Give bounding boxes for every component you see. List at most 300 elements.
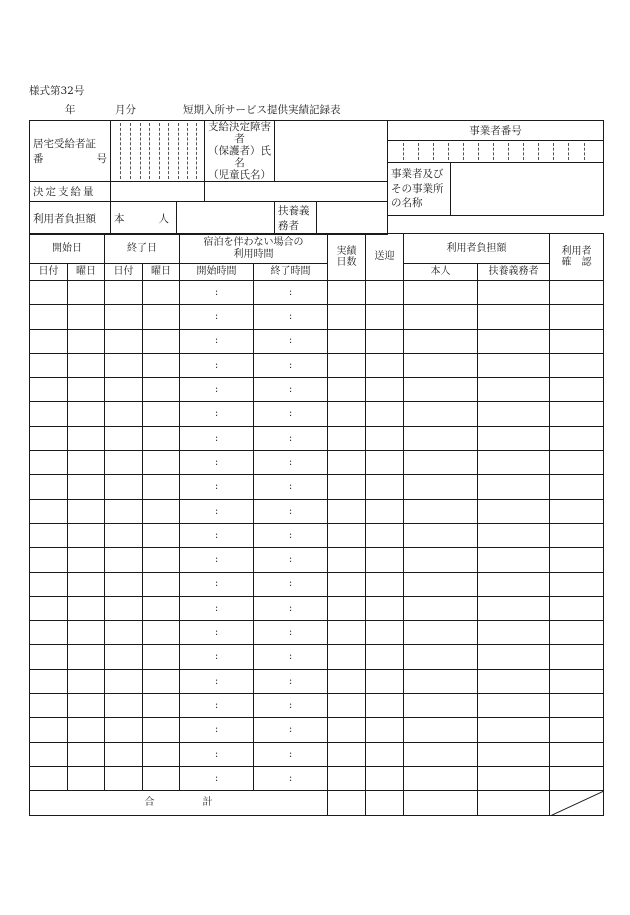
end-weekday-cell[interactable]	[143, 766, 180, 790]
end-date-cell[interactable]	[105, 281, 143, 305]
guardian-burden-cell[interactable]	[478, 669, 550, 693]
header-right-table	[387, 120, 604, 216]
actual-days-cell[interactable]	[328, 718, 366, 742]
end-day-header: 終了日	[105, 234, 180, 264]
user-confirm-cell[interactable]	[550, 402, 604, 426]
end-time-cell[interactable]	[254, 621, 328, 645]
end-weekday-cell[interactable]	[143, 305, 180, 329]
time-separator: :	[288, 359, 293, 371]
start-date-cell[interactable]	[30, 694, 68, 718]
user-confirm-cell[interactable]	[550, 596, 604, 620]
transport-cell[interactable]	[366, 378, 404, 402]
end-time-cell[interactable]	[254, 523, 328, 547]
actual-days-cell[interactable]	[328, 329, 366, 353]
start-weekday-cell[interactable]	[68, 766, 105, 790]
end-time-cell[interactable]	[254, 329, 328, 353]
total-transport[interactable]	[366, 791, 404, 816]
self-burden-cell[interactable]	[404, 718, 478, 742]
start-weekday-cell[interactable]	[68, 572, 105, 596]
transport-cell[interactable]	[366, 621, 404, 645]
actual-days-cell[interactable]	[328, 475, 366, 499]
end-date-cell[interactable]	[105, 621, 143, 645]
actual-days-cell[interactable]	[328, 402, 366, 426]
start-time-cell[interactable]	[180, 523, 254, 547]
table-row	[30, 548, 604, 572]
start-date-cell[interactable]	[30, 523, 68, 547]
transport-cell[interactable]	[366, 572, 404, 596]
month-label: 月分	[115, 104, 136, 116]
end-time-cell[interactable]	[254, 596, 328, 620]
end-weekday-cell[interactable]	[143, 499, 180, 523]
guardian-burden-cell[interactable]	[478, 451, 550, 475]
guardian-burden-cell[interactable]	[478, 621, 550, 645]
end-weekday-cell[interactable]	[143, 596, 180, 620]
end-time-cell[interactable]	[254, 669, 328, 693]
end-date-cell[interactable]	[105, 548, 143, 572]
time-separator: :	[214, 481, 219, 493]
end-weekday-cell[interactable]	[143, 669, 180, 693]
actual-days-cell[interactable]	[328, 645, 366, 669]
end-date-header: 日付	[105, 264, 143, 281]
user-confirm-cell[interactable]	[550, 645, 604, 669]
end-time-cell[interactable]	[254, 378, 328, 402]
start-weekday-cell[interactable]	[68, 548, 105, 572]
guardian-burden-cell[interactable]	[478, 305, 550, 329]
end-date-cell[interactable]	[105, 766, 143, 790]
end-time-cell[interactable]	[254, 402, 328, 426]
end-time-cell[interactable]	[254, 645, 328, 669]
guardian-burden-cell[interactable]	[478, 718, 550, 742]
table-row	[30, 669, 604, 693]
start-weekday-cell[interactable]	[68, 694, 105, 718]
self-burden-cell[interactable]	[404, 281, 478, 305]
time-separator: :	[288, 529, 293, 541]
transport-cell[interactable]	[366, 523, 404, 547]
transport-cell[interactable]	[366, 281, 404, 305]
end-time-cell[interactable]	[254, 281, 328, 305]
user-confirm-cell[interactable]	[550, 621, 604, 645]
start-date-cell[interactable]	[30, 426, 68, 450]
user-confirm-cell[interactable]	[550, 378, 604, 402]
start-date-cell[interactable]	[30, 329, 68, 353]
start-weekday-cell[interactable]	[68, 353, 105, 377]
start-date-cell[interactable]	[30, 451, 68, 475]
start-time-cell[interactable]	[180, 499, 254, 523]
time-separator: :	[214, 311, 219, 323]
decision-amount-field-b[interactable]	[205, 182, 388, 202]
actual-days-cell[interactable]	[328, 305, 366, 329]
time-separator: :	[214, 456, 219, 468]
table-row	[30, 621, 604, 645]
time-separator: :	[214, 675, 219, 687]
self-burden-cell[interactable]	[404, 596, 478, 620]
actual-days-cell[interactable]	[328, 766, 366, 790]
start-time-cell[interactable]	[180, 426, 254, 450]
user-confirm-cell[interactable]	[550, 451, 604, 475]
time-separator: :	[288, 748, 293, 760]
start-time-cell[interactable]	[180, 645, 254, 669]
self-burden-cell[interactable]	[404, 378, 478, 402]
table-row	[30, 499, 604, 523]
self-burden-cell[interactable]	[404, 523, 478, 547]
end-weekday-cell[interactable]	[143, 451, 180, 475]
year-label: 年	[65, 104, 76, 116]
guardian-burden-cell[interactable]	[478, 572, 550, 596]
start-time-cell[interactable]	[180, 548, 254, 572]
self-burden-cell[interactable]	[404, 329, 478, 353]
end-time-cell[interactable]	[254, 499, 328, 523]
actual-days-cell[interactable]	[328, 451, 366, 475]
self-burden-cell[interactable]	[404, 766, 478, 790]
transport-cell[interactable]	[366, 742, 404, 766]
transport-cell[interactable]	[366, 596, 404, 620]
guardian-burden-cell[interactable]	[478, 353, 550, 377]
user-confirm-cell[interactable]	[550, 572, 604, 596]
guardian-burden-cell[interactable]	[478, 475, 550, 499]
end-date-cell[interactable]	[105, 475, 143, 499]
total-self-burden[interactable]	[404, 791, 478, 816]
end-time-cell[interactable]	[254, 742, 328, 766]
start-weekday-cell[interactable]	[68, 451, 105, 475]
self-burden-cell[interactable]	[404, 645, 478, 669]
table-row	[30, 596, 604, 620]
start-time-cell[interactable]	[180, 621, 254, 645]
start-date-cell[interactable]	[30, 669, 68, 693]
start-weekday-cell[interactable]	[68, 329, 105, 353]
user-confirm-cell[interactable]	[550, 281, 604, 305]
end-date-cell[interactable]	[105, 451, 143, 475]
end-weekday-cell[interactable]	[143, 281, 180, 305]
end-date-cell[interactable]	[105, 378, 143, 402]
user-confirm-cell[interactable]	[550, 499, 604, 523]
actual-days-cell[interactable]	[328, 548, 366, 572]
actual-days-cell[interactable]	[328, 353, 366, 377]
end-weekday-header: 曜日	[143, 264, 180, 281]
start-time-cell[interactable]	[180, 694, 254, 718]
end-weekday-cell[interactable]	[143, 475, 180, 499]
end-time-cell[interactable]	[254, 426, 328, 450]
start-weekday-cell[interactable]	[68, 621, 105, 645]
form-number: 様式第32号	[29, 85, 85, 97]
recipient-number-label: 居宅受給者証 番 号	[30, 121, 111, 182]
total-guardian-burden[interactable]	[478, 791, 550, 816]
guardian-burden-cell[interactable]	[478, 499, 550, 523]
transport-cell[interactable]	[366, 694, 404, 718]
start-weekday-cell[interactable]	[68, 402, 105, 426]
self-burden-cell[interactable]	[404, 694, 478, 718]
end-time-cell[interactable]	[254, 718, 328, 742]
self-burden-cell[interactable]	[404, 669, 478, 693]
burden-header: 利用者負担額	[404, 234, 550, 264]
self-burden-header: 本人	[404, 264, 478, 281]
transport-cell[interactable]	[366, 402, 404, 426]
guardian-burden-cell[interactable]	[478, 402, 550, 426]
start-weekday-cell[interactable]	[68, 281, 105, 305]
user-confirm-header: 利用者 確 認	[550, 234, 604, 281]
start-time-cell[interactable]	[180, 596, 254, 620]
diagonal-slash	[550, 791, 604, 816]
table-row	[30, 742, 604, 766]
table-row	[30, 572, 604, 596]
user-confirm-cell[interactable]	[550, 523, 604, 547]
start-weekday-cell[interactable]	[68, 426, 105, 450]
end-weekday-cell[interactable]	[143, 718, 180, 742]
self-burden-cell[interactable]	[404, 742, 478, 766]
record-table	[29, 233, 604, 816]
start-time-header: 開始時間	[180, 264, 254, 281]
guardian-burden-cell[interactable]	[478, 742, 550, 766]
guardian-burden-field[interactable]	[317, 202, 388, 235]
provider-number-field[interactable]	[388, 141, 604, 163]
end-weekday-cell[interactable]	[143, 426, 180, 450]
end-weekday-cell[interactable]	[143, 572, 180, 596]
guardian-burden-cell[interactable]	[478, 426, 550, 450]
decision-amount-label: 決定支給量	[30, 182, 111, 202]
recipient-number-field[interactable]	[111, 121, 205, 182]
start-time-cell[interactable]	[180, 402, 254, 426]
actual-days-cell[interactable]	[328, 572, 366, 596]
time-separator: :	[214, 651, 219, 663]
start-weekday-cell[interactable]	[68, 523, 105, 547]
transport-cell[interactable]	[366, 548, 404, 572]
start-weekday-cell[interactable]	[68, 378, 105, 402]
transport-cell[interactable]	[366, 353, 404, 377]
start-weekday-cell[interactable]	[68, 596, 105, 620]
end-weekday-cell[interactable]	[143, 645, 180, 669]
time-separator: :	[214, 335, 219, 347]
start-weekday-cell[interactable]	[68, 305, 105, 329]
transport-cell[interactable]	[366, 451, 404, 475]
end-date-cell[interactable]	[105, 572, 143, 596]
user-confirm-cell[interactable]	[550, 694, 604, 718]
time-separator: :	[288, 505, 293, 517]
start-date-cell[interactable]	[30, 766, 68, 790]
start-weekday-cell[interactable]	[68, 499, 105, 523]
self-burden-field[interactable]	[177, 202, 275, 235]
end-time-cell[interactable]	[254, 766, 328, 790]
start-date-cell[interactable]	[30, 572, 68, 596]
header-left-table	[29, 120, 388, 235]
time-separator: :	[288, 432, 293, 444]
record-rows	[30, 281, 604, 791]
start-date-cell[interactable]	[30, 645, 68, 669]
start-date-cell[interactable]	[30, 596, 68, 620]
start-date-cell[interactable]	[30, 378, 68, 402]
start-date-cell[interactable]	[30, 742, 68, 766]
start-time-cell[interactable]	[180, 475, 254, 499]
time-separator: :	[288, 384, 293, 396]
end-date-cell[interactable]	[105, 305, 143, 329]
self-burden-cell[interactable]	[404, 353, 478, 377]
self-burden-cell[interactable]	[404, 499, 478, 523]
user-confirm-cell[interactable]	[550, 426, 604, 450]
actual-days-cell[interactable]	[328, 742, 366, 766]
guardian-burden-cell[interactable]	[478, 596, 550, 620]
end-date-cell[interactable]	[105, 645, 143, 669]
end-date-cell[interactable]	[105, 669, 143, 693]
self-burden-cell[interactable]	[404, 572, 478, 596]
actual-days-cell[interactable]	[328, 499, 366, 523]
time-separator: :	[214, 505, 219, 517]
start-weekday-cell[interactable]	[68, 742, 105, 766]
actual-days-cell[interactable]	[328, 523, 366, 547]
actual-days-cell[interactable]	[328, 669, 366, 693]
transport-cell[interactable]	[366, 426, 404, 450]
time-separator: :	[288, 724, 293, 736]
user-confirm-cell[interactable]	[550, 305, 604, 329]
end-date-cell[interactable]	[105, 329, 143, 353]
start-time-cell[interactable]	[180, 718, 254, 742]
user-confirm-cell[interactable]	[550, 353, 604, 377]
table-row	[30, 645, 604, 669]
time-separator: :	[288, 311, 293, 323]
end-date-cell[interactable]	[105, 596, 143, 620]
transport-cell[interactable]	[366, 329, 404, 353]
time-separator: :	[214, 286, 219, 298]
start-date-cell[interactable]	[30, 718, 68, 742]
end-weekday-cell[interactable]	[143, 742, 180, 766]
end-date-cell[interactable]	[105, 499, 143, 523]
self-burden-cell[interactable]	[404, 548, 478, 572]
user-confirm-cell[interactable]	[550, 329, 604, 353]
start-weekday-cell[interactable]	[68, 669, 105, 693]
time-separator: :	[288, 675, 293, 687]
start-time-cell[interactable]	[180, 742, 254, 766]
user-confirm-cell[interactable]	[550, 742, 604, 766]
transport-cell[interactable]	[366, 669, 404, 693]
start-time-cell[interactable]	[180, 353, 254, 377]
time-separator: :	[288, 554, 293, 566]
self-burden-cell[interactable]	[404, 451, 478, 475]
time-separator: :	[214, 554, 219, 566]
guardian-burden-cell[interactable]	[478, 694, 550, 718]
end-weekday-cell[interactable]	[143, 329, 180, 353]
guardian-burden-cell[interactable]	[478, 645, 550, 669]
actual-days-header: 実績 日数	[328, 234, 366, 281]
start-time-cell[interactable]	[180, 329, 254, 353]
end-weekday-cell[interactable]	[143, 402, 180, 426]
self-burden-cell[interactable]	[404, 426, 478, 450]
end-weekday-cell[interactable]	[143, 694, 180, 718]
start-time-cell[interactable]	[180, 572, 254, 596]
guardian-burden-cell[interactable]	[478, 548, 550, 572]
guardian-burden-cell[interactable]	[478, 378, 550, 402]
start-date-cell[interactable]	[30, 621, 68, 645]
transport-cell[interactable]	[366, 766, 404, 790]
user-confirm-cell[interactable]	[550, 669, 604, 693]
guardian-burden-cell[interactable]	[478, 766, 550, 790]
start-time-cell[interactable]	[180, 451, 254, 475]
time-separator: :	[214, 359, 219, 371]
transport-cell[interactable]	[366, 499, 404, 523]
user-confirm-cell[interactable]	[550, 548, 604, 572]
transport-cell[interactable]	[366, 645, 404, 669]
self-burden-cell[interactable]	[404, 305, 478, 329]
start-date-cell[interactable]	[30, 353, 68, 377]
start-weekday-cell[interactable]	[68, 475, 105, 499]
actual-days-cell[interactable]	[328, 378, 366, 402]
start-time-cell[interactable]	[180, 766, 254, 790]
end-weekday-cell[interactable]	[143, 353, 180, 377]
table-row	[30, 353, 604, 377]
recipient-name-field[interactable]	[275, 121, 388, 182]
start-date-cell[interactable]	[30, 499, 68, 523]
start-time-cell[interactable]	[180, 305, 254, 329]
table-row	[30, 402, 604, 426]
end-time-cell[interactable]	[254, 353, 328, 377]
end-date-cell[interactable]	[105, 426, 143, 450]
end-weekday-cell[interactable]	[143, 548, 180, 572]
start-date-cell[interactable]	[30, 402, 68, 426]
time-separator: :	[214, 748, 219, 760]
decision-amount-field-a[interactable]	[111, 182, 205, 202]
end-time-cell[interactable]	[254, 305, 328, 329]
end-date-cell[interactable]	[105, 353, 143, 377]
end-time-cell[interactable]	[254, 475, 328, 499]
time-separator: :	[288, 408, 293, 420]
start-date-cell[interactable]	[30, 305, 68, 329]
recipient-name-label: 支給決定障害者 （保護者）氏名 （児童氏名）	[205, 121, 275, 182]
actual-days-cell[interactable]	[328, 426, 366, 450]
total-label: 合 計	[30, 791, 328, 816]
guardian-burden-cell[interactable]	[478, 281, 550, 305]
start-date-cell[interactable]	[30, 281, 68, 305]
end-date-cell[interactable]	[105, 742, 143, 766]
end-weekday-cell[interactable]	[143, 378, 180, 402]
end-date-cell[interactable]	[105, 402, 143, 426]
end-date-cell[interactable]	[105, 718, 143, 742]
end-date-cell[interactable]	[105, 523, 143, 547]
time-separator: :	[214, 772, 219, 784]
user-confirm-cell[interactable]	[550, 766, 604, 790]
start-time-cell[interactable]	[180, 281, 254, 305]
table-row	[30, 694, 604, 718]
actual-days-cell[interactable]	[328, 281, 366, 305]
end-weekday-cell[interactable]	[143, 523, 180, 547]
guardian-burden-cell[interactable]	[478, 329, 550, 353]
end-time-cell[interactable]	[254, 572, 328, 596]
actual-days-cell[interactable]	[328, 596, 366, 620]
end-time-cell[interactable]	[254, 548, 328, 572]
start-weekday-cell[interactable]	[68, 645, 105, 669]
provider-name-field[interactable]	[451, 163, 604, 216]
provider-name-label: 事業者及び その事業所 の名称	[388, 163, 451, 216]
end-time-cell[interactable]	[254, 694, 328, 718]
self-burden-cell[interactable]	[404, 402, 478, 426]
start-time-cell[interactable]	[180, 378, 254, 402]
total-actual-days[interactable]	[328, 791, 366, 816]
transport-cell[interactable]	[366, 475, 404, 499]
start-time-cell[interactable]	[180, 669, 254, 693]
time-separator: :	[214, 578, 219, 590]
transport-cell[interactable]	[366, 305, 404, 329]
self-burden-cell[interactable]	[404, 621, 478, 645]
user-confirm-cell[interactable]	[550, 718, 604, 742]
end-date-cell[interactable]	[105, 694, 143, 718]
user-confirm-cell[interactable]	[550, 475, 604, 499]
start-weekday-cell[interactable]	[68, 718, 105, 742]
end-weekday-cell[interactable]	[143, 621, 180, 645]
end-time-cell[interactable]	[254, 451, 328, 475]
start-date-cell[interactable]	[30, 475, 68, 499]
table-row	[30, 426, 604, 450]
start-date-cell[interactable]	[30, 548, 68, 572]
actual-days-cell[interactable]	[328, 621, 366, 645]
transport-cell[interactable]	[366, 718, 404, 742]
self-burden-cell[interactable]	[404, 475, 478, 499]
guardian-burden-cell[interactable]	[478, 523, 550, 547]
actual-days-cell[interactable]	[328, 694, 366, 718]
